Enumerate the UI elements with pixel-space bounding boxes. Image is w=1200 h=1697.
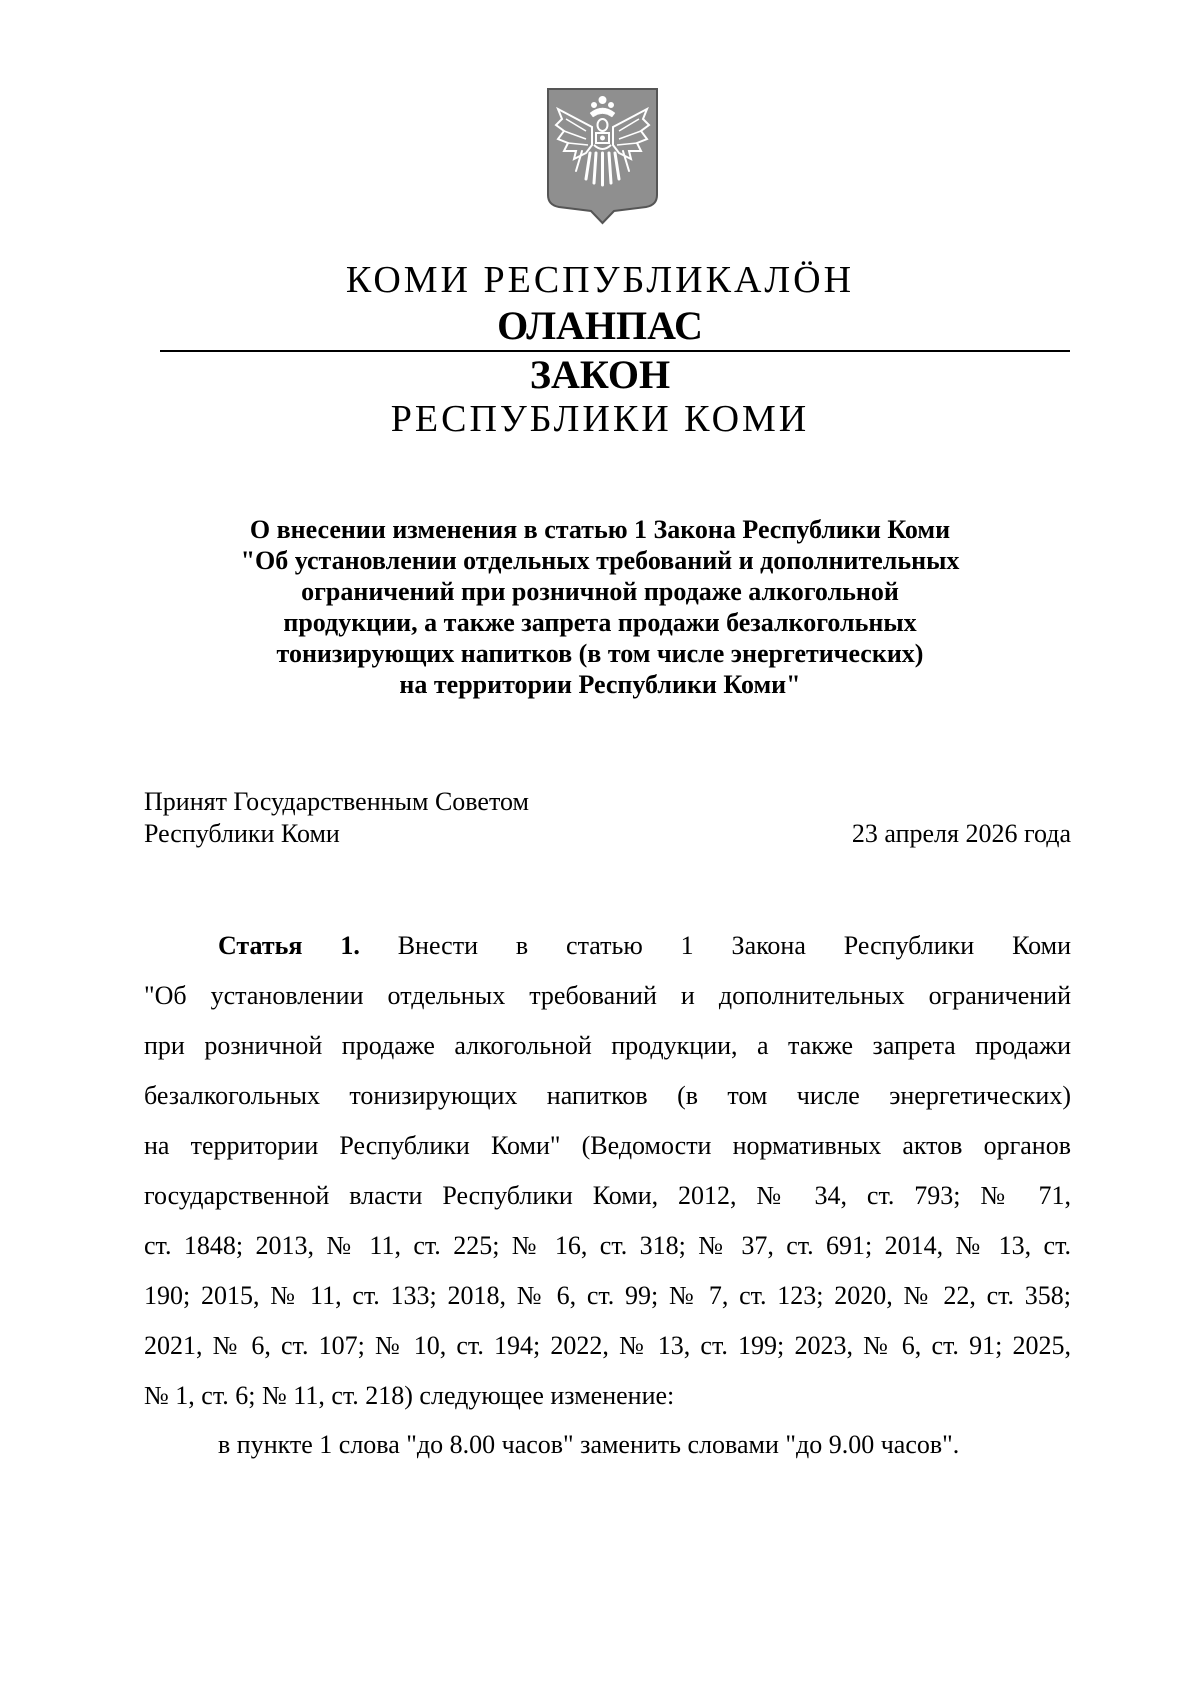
law-title-line: "Об установлении отдельных требований и дополнительных <box>240 546 960 575</box>
header-zakon: ЗАКОН <box>529 352 671 397</box>
article-1-body <box>144 921 1071 1421</box>
law-title-line: ограничений при розничной продаже алкогольной <box>301 577 899 606</box>
article-text-line: Внести в статью 1 Закона Республики Коми <box>397 931 1071 960</box>
article-label: Статья 1. <box>218 931 360 960</box>
article-text-line: 190; 2015, № 11, ст. 133; 2018, № 6, ст. 99; № 7, ст. 123; 2020, № 22, ст. 358; <box>144 1281 1071 1310</box>
law-title-line: на территории Республики Коми" <box>399 670 801 699</box>
article-text-line: государственной власти Республики Коми, 2012, № 34, ст. 793; № 71, <box>144 1181 1071 1210</box>
law-title <box>160 514 1040 700</box>
law-title-line: продукции, а также запрета продажи безалкогольных <box>283 608 917 637</box>
article-text-line: на территории Республики Коми" (Ведомости нормативных актов органов <box>144 1131 1071 1160</box>
article-1-first-line <box>144 921 1071 971</box>
header-republic: РЕСПУБЛИКИ КОМИ <box>390 398 810 440</box>
article-text-line: № 1, ст. 6; № 11, ст. 218) следующее изменение: <box>144 1381 675 1410</box>
law-title-line: тонизирующих напитков (в том числе энергетических) <box>276 639 924 668</box>
article-text-line: безалкогольных тонизирующих напитков (в том числе энергетических) <box>144 1081 1071 1110</box>
coat-of-arms-icon <box>546 87 659 225</box>
adoption-statement <box>144 786 529 850</box>
article-text-line: ст. 1848; 2013, № 11, ст. 225; № 16, ст. 318; № 37, ст. 691; 2014, № 13, ст. <box>144 1231 1071 1260</box>
adoption-date: 23 апреля 2026 года <box>851 819 1071 848</box>
amendment-text: в пункте 1 слова "до 8.00 часов" заменить словами "до 9.00 часов". <box>218 1430 960 1459</box>
article-text-line: 2021, № 6, ст. 107; № 10, ст. 194; 2022, № 13, ст. 199; 2023, № 6, ст. 91; 2025, <box>144 1331 1071 1360</box>
adoption-line: Республики Коми <box>144 819 340 848</box>
adoption-line: Принят Государственным Советом <box>144 787 529 816</box>
article-text-line: "Об установлении отдельных требований и дополнительных ограничений <box>144 981 1071 1010</box>
law-title-line: О внесении изменения в статью 1 Закона Республики Коми <box>249 515 951 544</box>
article-text-line: при розничной продаже алкогольной продукции, а также запрета продажи <box>144 1031 1071 1060</box>
header-komi-republic: КОМИ РЕСПУБЛИКАЛӦН <box>345 259 855 301</box>
header-olanpas: ОЛАНПАС <box>497 303 703 348</box>
